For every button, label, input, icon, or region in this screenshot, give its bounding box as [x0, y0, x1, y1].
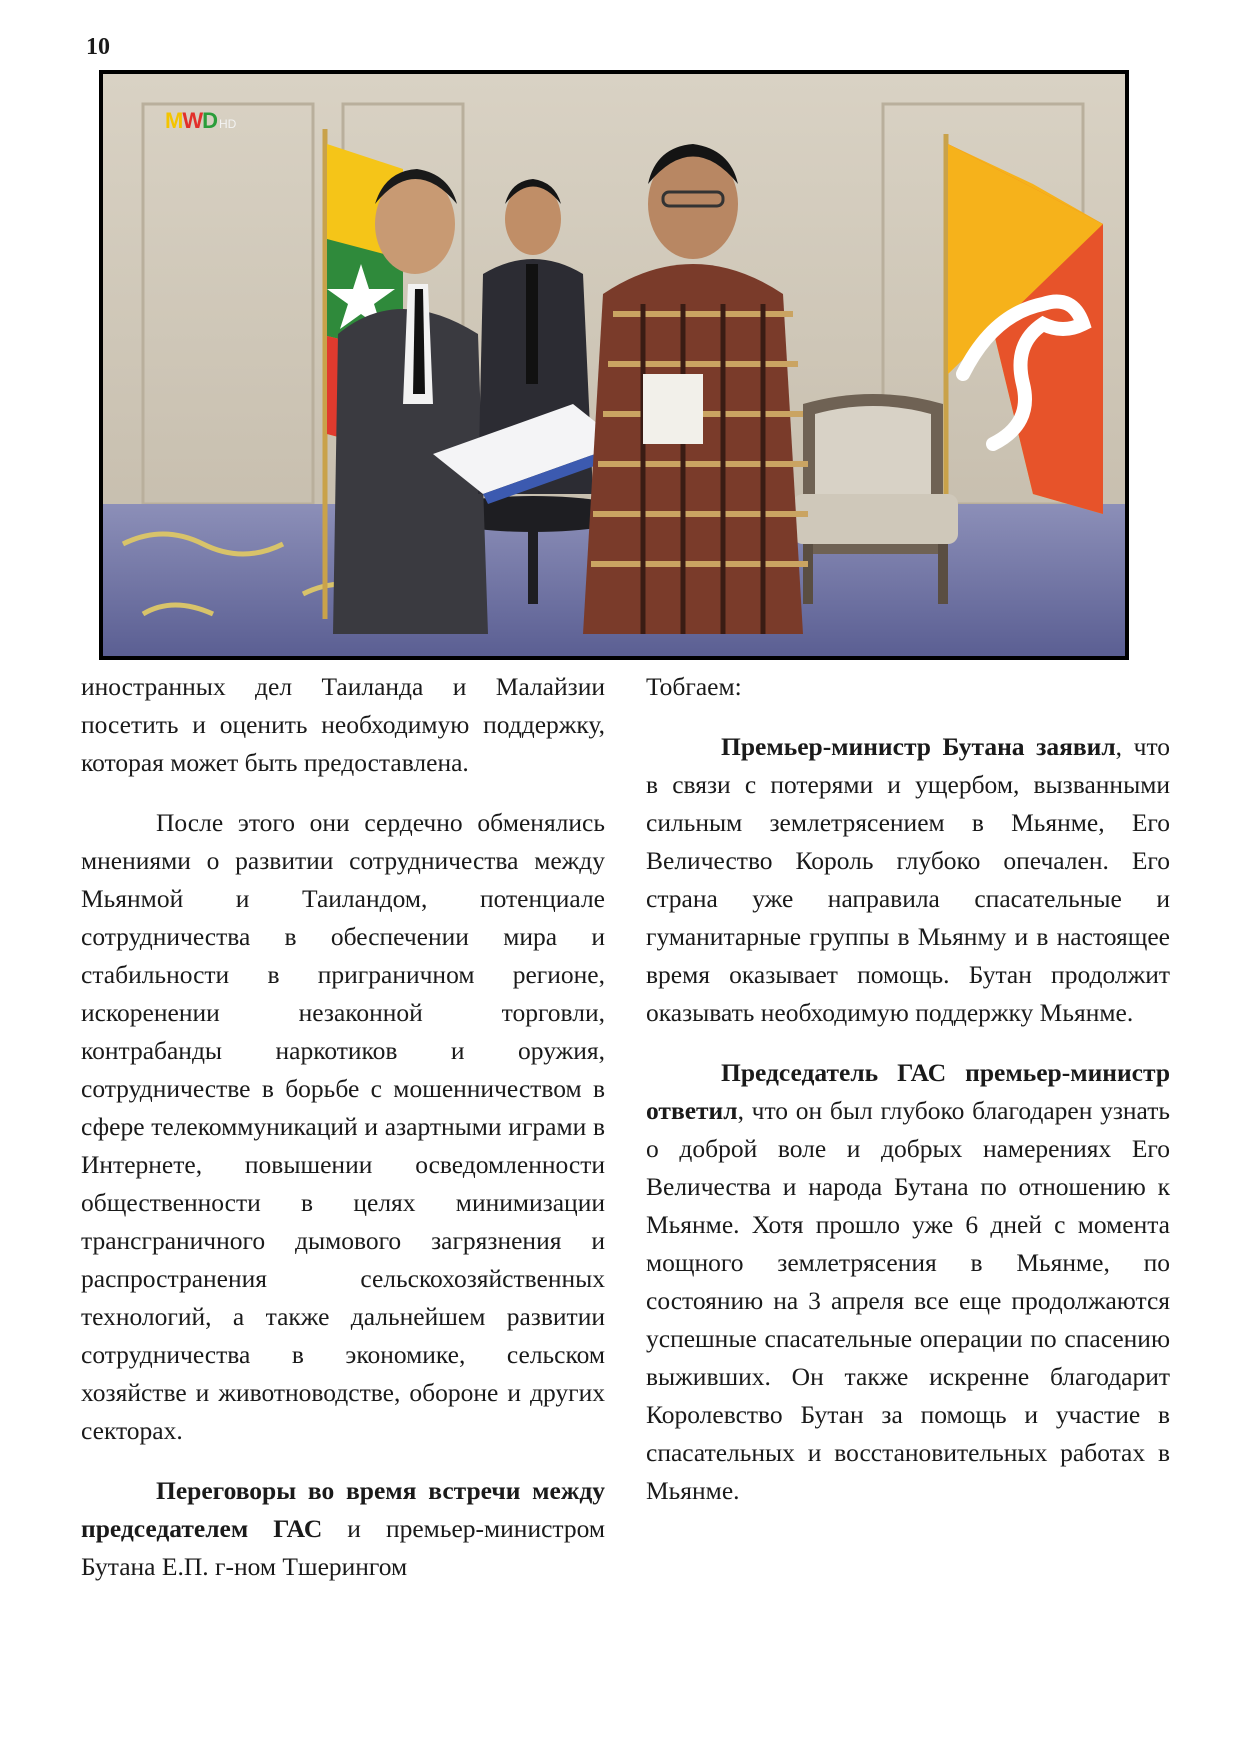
logo-hd: HD	[218, 117, 237, 131]
right-paragraph-2-bold: Председатель ГАС премьер-министр ответил	[646, 1058, 1170, 1125]
right-paragraph-2-rest: , что он был глубоко благодарен узнать о доброй воле и добрых намерениях Его Величества и народа Бутана по отношению к Мьянме. Хотя прошло уже 6 дней с момента мощного землетрясения в Мьянме, по состоянию на 3 апреля все еще продолжаются успешные спасательные операции по спасению выживших. Он также искренне благодарит Королевство Бутан за помощь и участие в спасательных и восстановительных работах в Мьянме.	[646, 1096, 1170, 1505]
right-paragraph-1-rest: , что в связи с потерями и ущербом, вызванными сильным землетрясением в Мьянме, Его Величество Король глубоко опечален. Его страна уже направила спасательные и гуманитарные группы в Мьянму и в настоящее время оказывает помощь. Бутан продолжит оказывать необходимую поддержку Мьянме.	[646, 732, 1170, 1027]
left-paragraph-3-rest: и премьер-министром Бутана Е.П. г-ном Тшерингом	[81, 1514, 606, 1581]
left-paragraph-3	[81, 1472, 605, 1586]
page-number: 10	[86, 34, 110, 60]
logo-letter-w: W	[182, 108, 203, 133]
left-paragraph-1: иностранных дел Таиланда и Малайзии посетить и оценить необходимую поддержку, которая может быть предоставлена.	[81, 672, 605, 777]
right-paragraph-0: Тобгаем:	[646, 672, 742, 701]
left-column	[81, 668, 605, 1608]
left-paragraph-3-bold: Переговоры во время встречи между председателем ГАС	[81, 1476, 605, 1543]
left-paragraph-2: После этого они сердечно обменялись мнениями о развитии сотрудничества между Мьянмой и Таиландом, потенциале сотрудничества в обеспечении мира и стабильности в приграничном регионе, искоренении незаконной торговли, контрабанды наркотиков и оружия, сотрудничестве в борьбе с мошенничеством в сфере телекоммуникаций и азартными играми в Интернете, повышении осведомленности общественности в целях минимизации трансграничного дымового загрязнения и распространения сельскохозяйственных технологий, а также дальнейшем развитии сотрудничества в экономике, сельском хозяйстве и животноводстве, обороне и других секторах.	[81, 808, 605, 1445]
news-photo	[99, 70, 1129, 660]
channel-logo	[165, 108, 236, 134]
logo-letter-m: M	[165, 108, 183, 133]
right-column	[646, 668, 1170, 1532]
right-paragraph-1-bold: Премьер-министр Бутана заявил	[721, 732, 1116, 761]
meeting-photo-illustration	[103, 74, 1125, 656]
logo-letter-d: D	[202, 108, 217, 133]
right-paragraph-1	[646, 728, 1170, 1032]
right-paragraph-2	[646, 1054, 1170, 1510]
